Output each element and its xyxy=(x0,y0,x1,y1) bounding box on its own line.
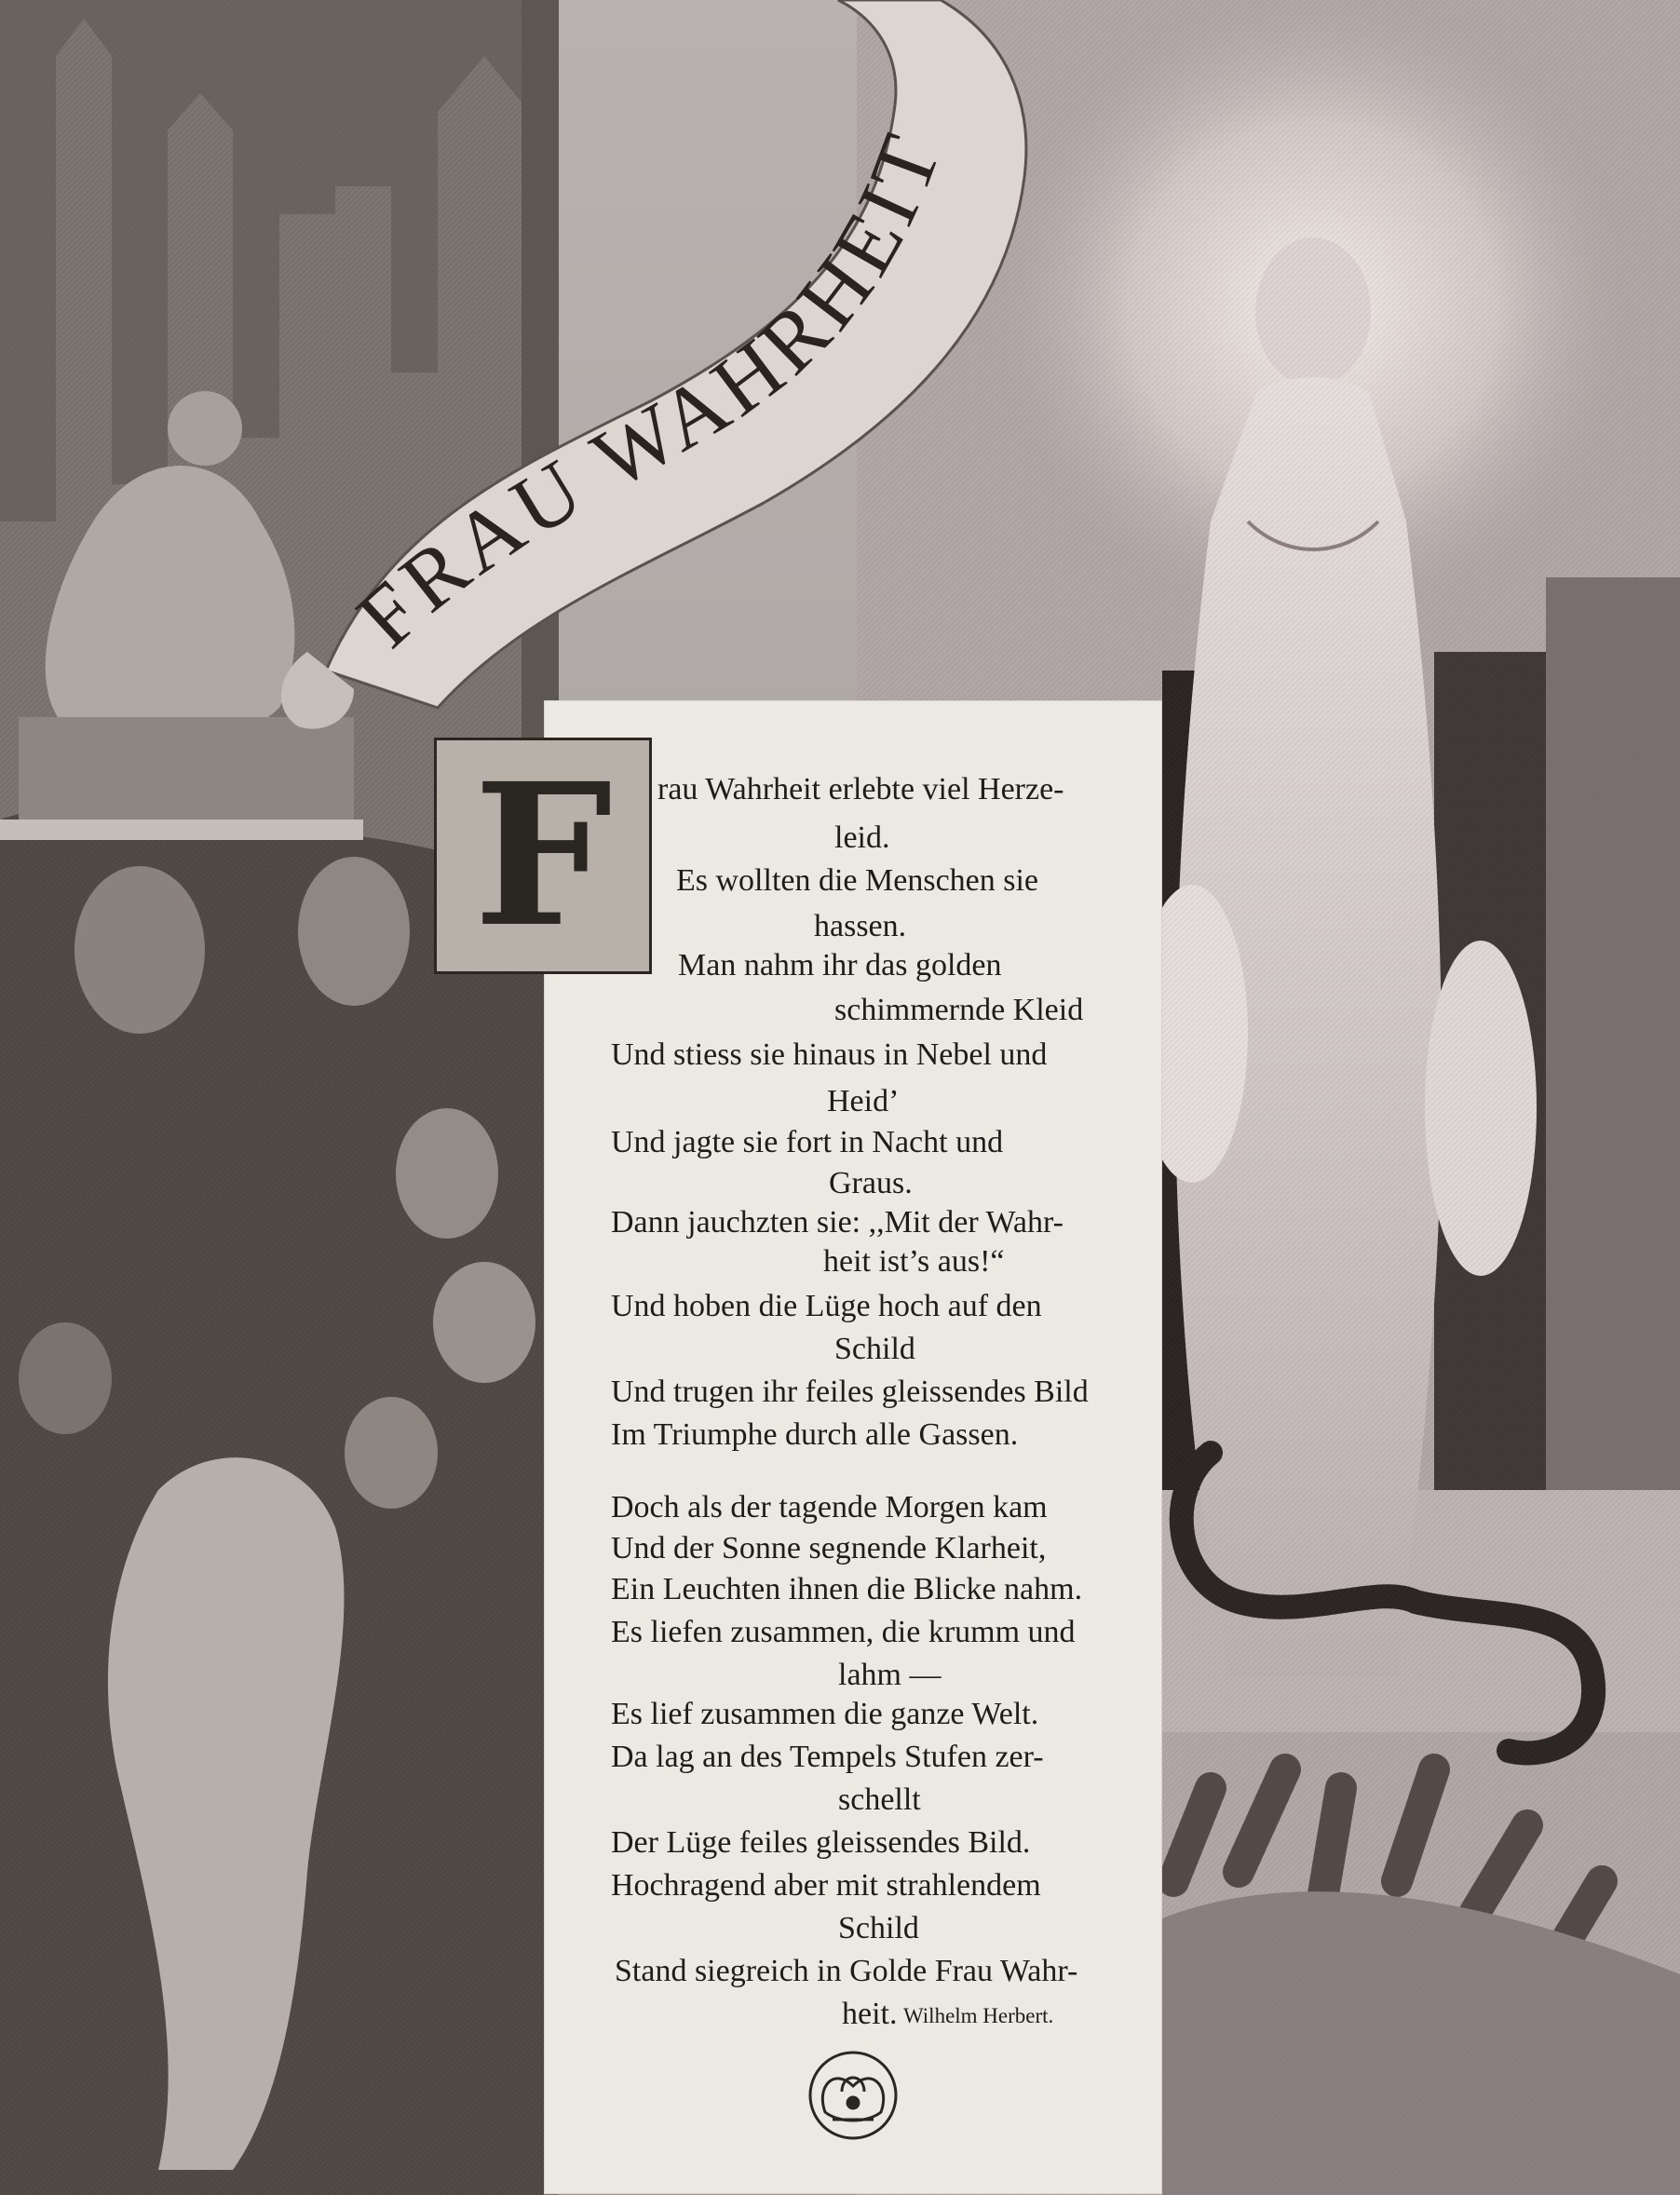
poem-line: Hochragend aber mit strahlendem xyxy=(611,1868,1041,1903)
poem-line: Im Triumphe durch alle Gassen. xyxy=(611,1417,1019,1452)
poem-line: Ein Leuchten ihnen die Blicke nahm. xyxy=(611,1572,1083,1606)
poem-line: Es liefen zusammen, die krumm und xyxy=(611,1615,1076,1649)
poem-line: rau Wahrheit erlebte viel Herze- xyxy=(657,772,1064,806)
poem-line: Und jagte sie fort in Nacht und xyxy=(611,1125,1004,1159)
poem-line: Und der Sonne segnende Klarheit, xyxy=(611,1531,1047,1565)
poem-line: Man nahm ihr das golden xyxy=(678,948,1002,982)
poem-line: heit ist’s aus!“ xyxy=(823,1244,1005,1279)
poem-line: Es wollten die Menschen sie xyxy=(676,863,1039,898)
poem-line: Dann jauchzten sie: ,,Mit der Wahr- xyxy=(611,1205,1064,1240)
poem-line: Stand siegreich in Golde Frau Wahr- xyxy=(615,1954,1078,1988)
poem-line: leid. xyxy=(834,820,890,855)
initial-letter: F xyxy=(473,740,613,970)
poem-line: Graus. xyxy=(829,1166,913,1200)
poem-line: Es lief zusammen die ganze Welt. xyxy=(611,1697,1039,1731)
poem-line: schimmernde Kleid xyxy=(834,993,1084,1027)
poem-line: Der Lüge feiles gleissendes Bild. xyxy=(611,1825,1031,1860)
poem-line: Schild xyxy=(834,1332,915,1366)
poem-line: Und trugen ihr feiles gleissendes Bild xyxy=(611,1375,1089,1409)
poem-line: Schild xyxy=(838,1911,919,1945)
poem-line: lahm — xyxy=(838,1658,942,1692)
poem-line: schellt xyxy=(838,1782,921,1817)
poem-line: hassen. xyxy=(814,909,907,943)
poem-line: Und stiess sie hinaus in Nebel und xyxy=(611,1037,1048,1072)
poem-line: heit. xyxy=(842,1997,898,2031)
banner-title: FRAU WAHRHEIT xyxy=(338,117,961,666)
poem-line: Heid’ xyxy=(827,1084,900,1118)
poem-line: Und hoben die Lüge hoch auf den xyxy=(611,1289,1042,1323)
poem-line: Doch als der tagende Morgen kam xyxy=(611,1490,1048,1524)
poem-line: Da lag an des Tempels Stufen zer- xyxy=(611,1740,1044,1774)
poem-author: Wilhelm Herbert. xyxy=(903,2004,1054,2027)
